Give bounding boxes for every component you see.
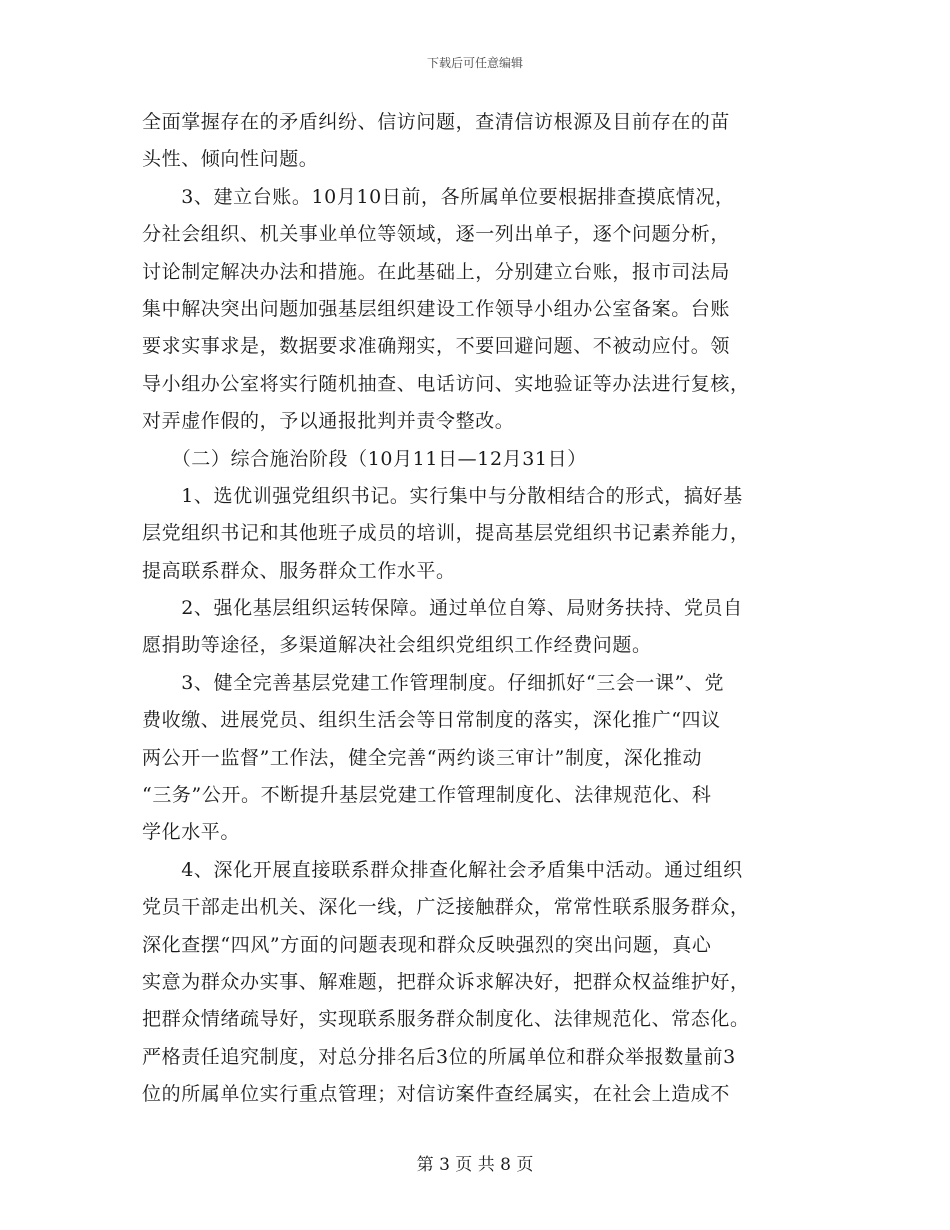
text-line: 导小组办公室将实行随机抽查、电话访问、实地验证等办法进行复核，: [142, 372, 750, 395]
text-line: 集中解决突出问题加强基层组织建设工作领导小组办公室备案。台账: [142, 297, 731, 320]
text-line: 4、深化开展直接联系群众排查化解社会矛盾集中活动。通过组织: [142, 858, 743, 881]
text-line: 把群众情绪疏导好，实现联系服务群众制度化、法律规范化、常态化。: [142, 1008, 750, 1031]
text-line: 2、强化基层组织运转保障。通过单位自筹、局财务扶持、党员自: [142, 597, 743, 620]
text-line: 提高联系群众、服务群众工作水平。: [142, 559, 456, 582]
text-line: 党员干部走出机关、深化一线，广泛接触群众，常常性联系服务群众，: [142, 896, 750, 919]
text-line: 讨论制定解决办法和措施。在此基础上，分别建立台账，报市司法局: [142, 260, 731, 283]
text-line: 要求实事求是，数据要求准确翔实，不要回避问题、不被动应付。领: [142, 335, 731, 358]
text-line: 3、健全完善基层党建工作管理制度。仔细抓好“三会一课”、党: [142, 671, 725, 694]
text-line: 对弄虚作假的，予以通报批判并责令整改。: [142, 410, 515, 433]
text-line: 3、建立台账。10月10日前，各所属单位要根据排查摸底情况，: [142, 185, 735, 208]
text-line: 头性、倾向性问题。: [142, 148, 319, 171]
text-line: 实意为群众办实事、解难题，把群众诉求解决好，把群众权益维护好，: [142, 970, 750, 993]
text-line: “三务”公开。不断提升基层党建工作管理制度化、法律规范化、科: [142, 784, 712, 807]
section-heading: （二）综合施治阶段（10月11日—12月31日）: [142, 447, 587, 470]
text-line: 愿捐助等途径，多渠道解决社会组织党组织工作经费问题。: [142, 634, 652, 657]
text-line: 严格责任追究制度，对总分排名后3位的所属单位和群众举报数量前3: [142, 1045, 736, 1068]
text-line: 深化查摆“四风”方面的问题表现和群众反映强烈的突出问题，真心: [142, 933, 712, 956]
text-line: 层党组织书记和其他班子成员的培训，提高基层党组织书记素养能力，: [142, 522, 750, 545]
text-line: 学化水平。: [142, 821, 241, 844]
text-line: 全面掌握存在的矛盾纠纷、信访问题，查清信访根源及目前存在的苗: [142, 111, 731, 133]
text-line: 两公开一监督”工作法，健全完善“两约谈三审计”制度，深化推动: [142, 746, 703, 769]
text-line: 费收缴、进展党员、组织生活会等日常制度的落实，深化推广“四议: [142, 709, 721, 732]
document-body: [142, 104, 812, 1114]
page-header: 下载后可任意编辑: [426, 56, 523, 70]
page-footer: 第 3 页 共 8 页: [416, 1155, 534, 1175]
text-line: 位的所属单位实行重点管理；对信访案件查经属实，在社会上造成不: [142, 1083, 731, 1106]
text-line: 1、选优训强党组织书记。实行集中与分散相结合的形式，搞好基: [142, 484, 743, 507]
text-line: 分社会组织、机关事业单位等领域，逐一列出单子，逐个问题分析，: [142, 223, 731, 246]
